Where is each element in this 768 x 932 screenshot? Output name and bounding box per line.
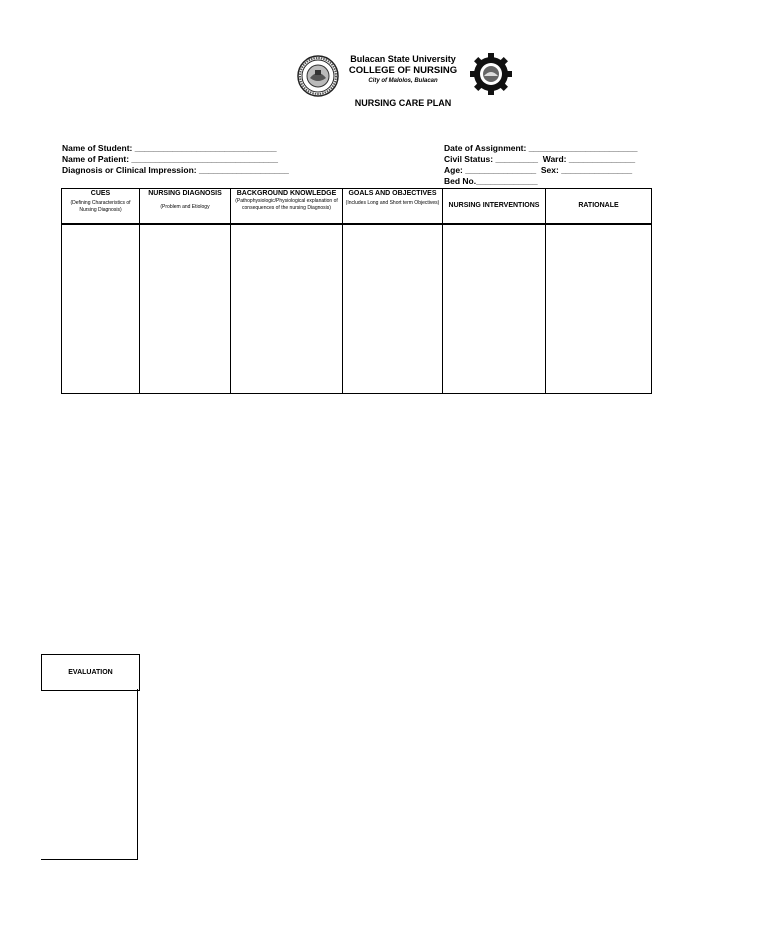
evaluation-header xyxy=(41,654,140,691)
column-title: CUES xyxy=(90,190,111,197)
goals-objectives-cell[interactable] xyxy=(343,224,443,394)
nursing-diagnosis-cell[interactable] xyxy=(140,224,231,394)
column-header-rationale xyxy=(546,189,652,225)
column-header-nursing-interventions xyxy=(443,189,546,225)
student-name-field[interactable]: Name of Student: ______________________________ xyxy=(62,143,277,153)
column-title: RATIONALE xyxy=(578,202,619,209)
bed-no-field[interactable]: Bed No._____________ xyxy=(444,176,538,186)
cues-cell[interactable] xyxy=(62,224,140,394)
table-row xyxy=(62,224,652,394)
age-sex-field[interactable]: Age: _______________ Sex: _______________ xyxy=(444,165,633,175)
nursing-interventions-cell[interactable] xyxy=(443,224,546,394)
patient-name-field[interactable]: Name of Patient: _______________________________ xyxy=(62,154,278,164)
evaluation-bottom-border xyxy=(41,859,138,860)
document-title: NURSING CARE PLAN xyxy=(354,98,452,108)
diagnosis-field[interactable]: Diagnosis or Clinical Impression: ___________________ xyxy=(62,165,289,175)
university-header xyxy=(330,54,476,86)
column-header-goals-objectives xyxy=(343,189,443,225)
column-subtitle: (Pathophysiologic/Physiological explanation of consequences of the nursing Diagnosis) xyxy=(235,198,338,211)
column-header-cues xyxy=(62,189,140,225)
rationale-cell[interactable] xyxy=(546,224,652,394)
column-subtitle: (Defining Characteristics of Nursing Diagnosis) xyxy=(70,200,131,213)
info-left xyxy=(62,143,289,176)
column-header-nursing-diagnosis xyxy=(140,189,231,225)
column-title: NURSING INTERVENTIONS xyxy=(448,202,540,209)
background-knowledge-cell[interactable] xyxy=(231,224,343,394)
column-subtitle: (Problem and Etiology xyxy=(160,204,210,210)
date-of-assignment-field[interactable]: Date of Assignment: _______________________ xyxy=(444,143,638,153)
column-title: GOALS AND OBJECTIVES xyxy=(348,190,437,197)
column-subtitle: (Includes Long and Short term Objectives) xyxy=(345,200,440,206)
column-header-background-knowledge xyxy=(231,189,343,225)
table-header-row xyxy=(62,189,652,225)
column-title: BACKGROUND KNOWLEDGE xyxy=(236,190,337,197)
info-right xyxy=(444,143,637,187)
college-name: COLLEGE OF NURSING xyxy=(348,65,458,76)
college-gear-seal-icon xyxy=(469,52,513,96)
evaluation-right-border xyxy=(137,689,138,860)
evaluation-label: EVALUATION xyxy=(68,669,113,676)
city-name: City of Malolos, Bulacan xyxy=(368,78,438,84)
care-plan-table xyxy=(61,188,652,394)
university-name: Bulacan State University xyxy=(350,54,456,64)
column-title: NURSING DIAGNOSIS xyxy=(148,190,222,197)
civil-status-ward-field[interactable]: Civil Status: _________ Ward: ______________ xyxy=(444,154,636,164)
